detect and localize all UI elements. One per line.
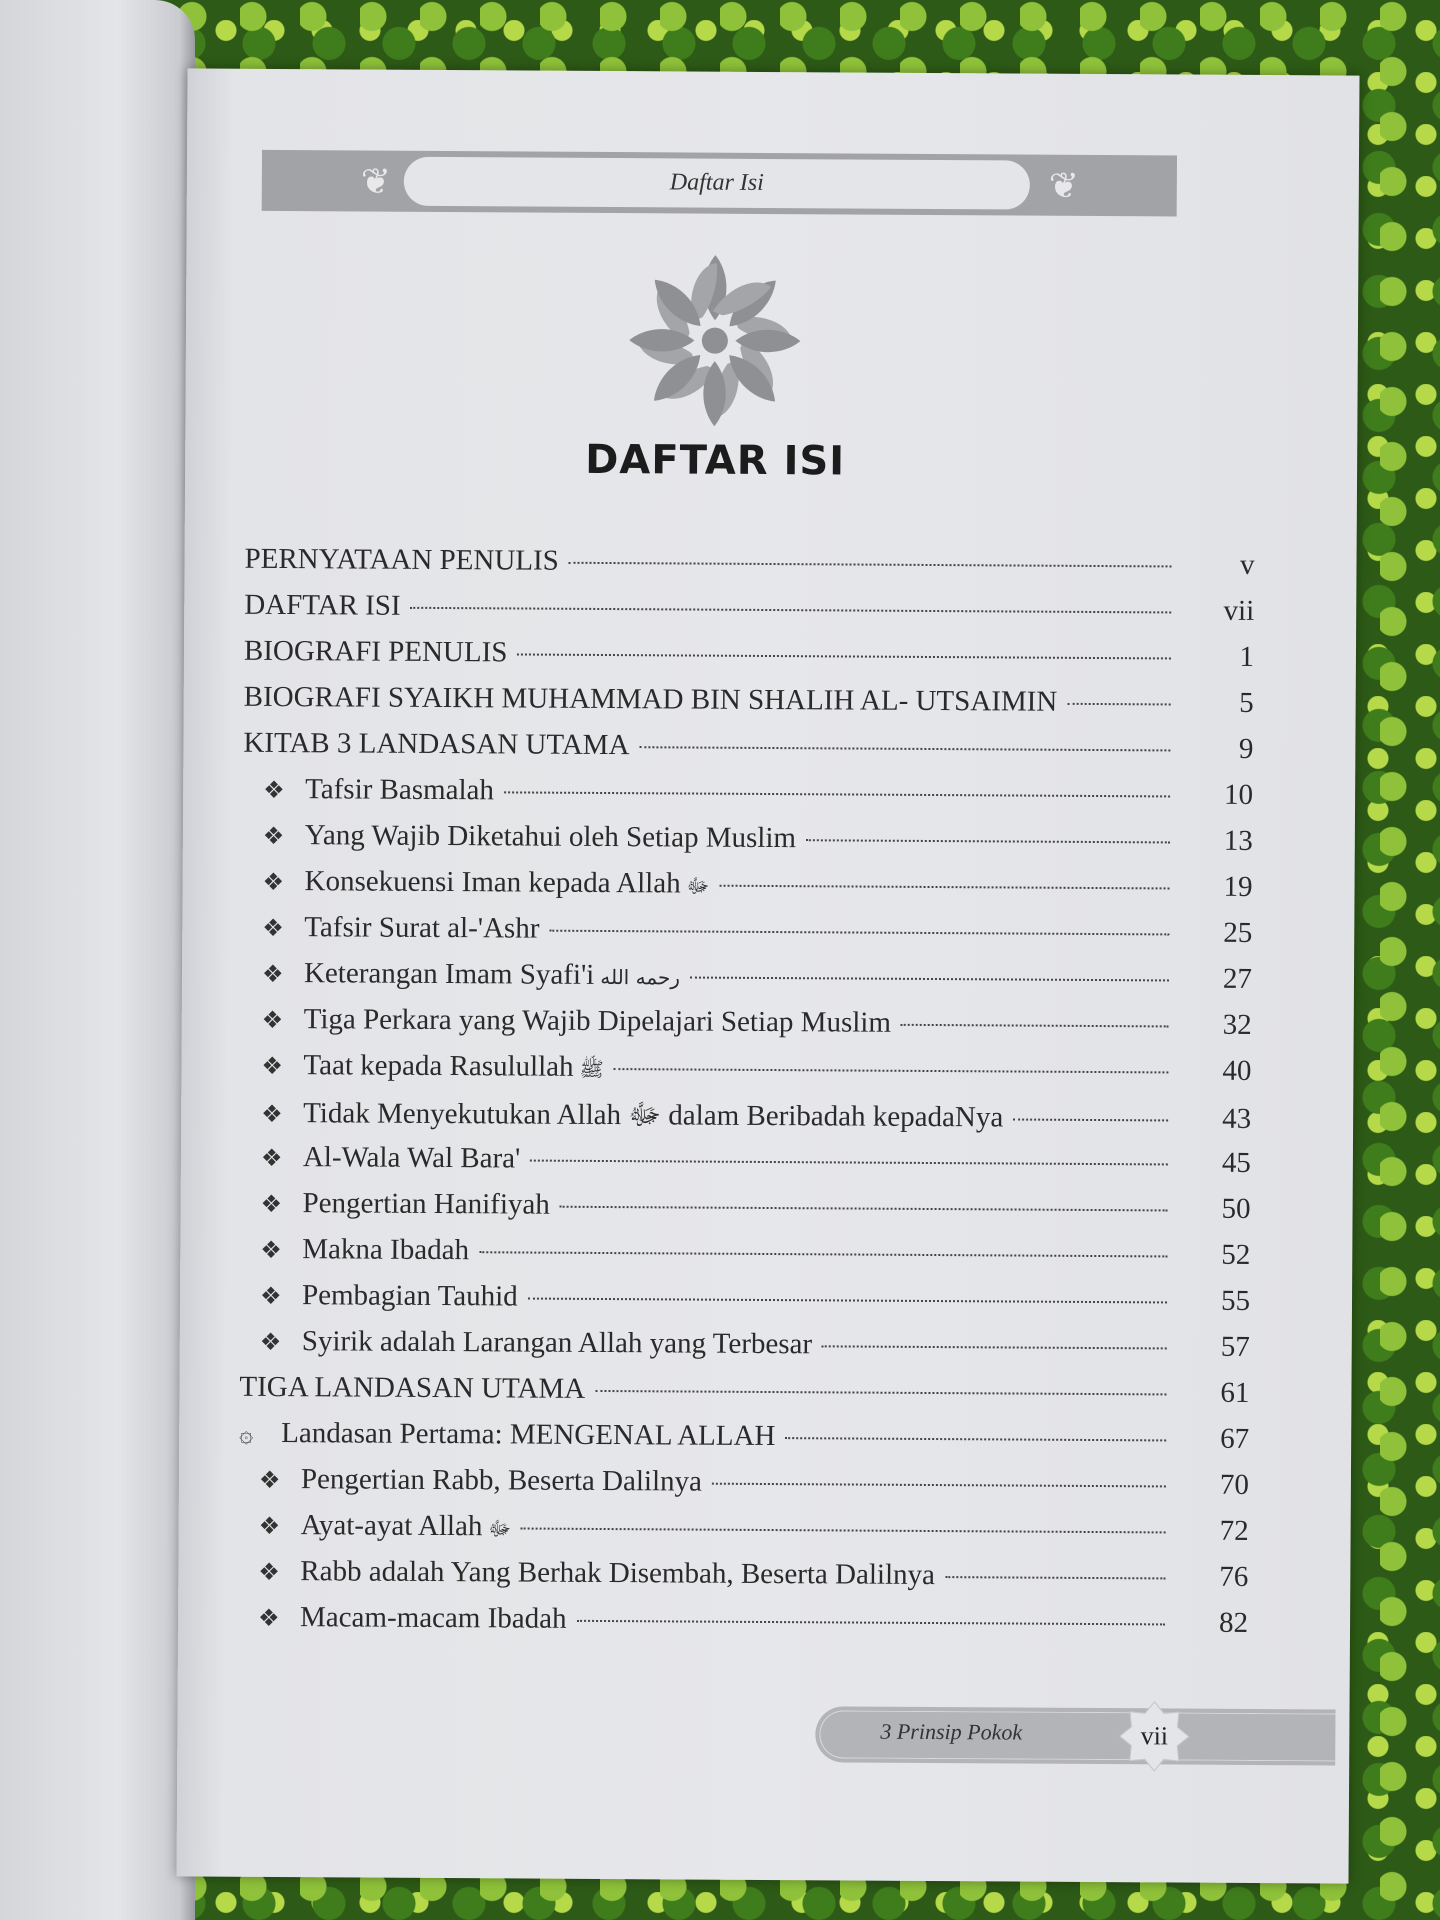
toc-entry-title: Ayat-ayat Allah: [300, 1509, 483, 1543]
diamond-bullet-icon: ❖: [263, 775, 285, 805]
book-page: [176, 68, 1359, 1883]
toc-entry-page: 5: [1239, 686, 1254, 719]
toc-entry-page: v: [1239, 548, 1255, 581]
toc-entry-title: Konsekuensi Iman kepada Allah: [304, 865, 681, 900]
toc-entry: [243, 727, 1253, 779]
dot-leader: [560, 1206, 1168, 1212]
toc-entry-title: Keterangan Imam Syafi'i: [303, 957, 595, 991]
toc-entry-title: Pengertian Hanifiyah: [302, 1187, 550, 1221]
diamond-bullet-icon: ❖: [257, 1603, 280, 1633]
diamond-bullet-icon: ❖: [259, 1327, 282, 1357]
toc-entry: [242, 957, 1252, 1009]
toc-entry-title: TIGA LANDASAN UTAMA: [239, 1370, 586, 1405]
toc-entry: [242, 911, 1252, 963]
dot-leader: [785, 1437, 1166, 1441]
toc-entry: [240, 1325, 1250, 1377]
diamond-bullet-icon: ❖: [258, 1511, 281, 1541]
toc-entry: [241, 1049, 1251, 1101]
dot-leader: [569, 562, 1172, 568]
toc-entry: [239, 1417, 1249, 1469]
toc-entry-page: 9: [1238, 732, 1254, 765]
star-bullet-icon: ۞: [239, 1419, 254, 1448]
toc-entry: [244, 543, 1254, 595]
toc-entry-title: Rabb adalah Yang Berhak Disembah, Beserta Dalilnya: [300, 1555, 936, 1592]
toc-entry-page: 32: [1222, 1008, 1252, 1041]
toc-entry-title: Syirik adalah Larangan Allah yang Terbesar: [301, 1325, 813, 1361]
diamond-bullet-icon: ❖: [261, 1099, 283, 1129]
toc-entry-page: 61: [1220, 1376, 1250, 1409]
dot-leader: [719, 885, 1169, 890]
toc-entry-page: 10: [1224, 778, 1254, 811]
toc-entry-page: 57: [1220, 1330, 1250, 1363]
dot-leader: [945, 1576, 1165, 1579]
diamond-bullet-icon: ❖: [258, 1557, 280, 1587]
toc-entry-page: 40: [1222, 1054, 1252, 1087]
toc-entry-title: Tafsir Surat al-'Ashr: [304, 911, 540, 945]
page-number: vii: [1140, 1721, 1169, 1751]
toc-entry: [238, 1555, 1248, 1607]
toc-entry: [242, 865, 1252, 917]
toc-entry: [239, 1463, 1249, 1515]
toc-entry-title: Pembagian Tauhid: [301, 1279, 518, 1313]
dot-leader: [595, 1390, 1166, 1395]
toc-entry-page: 27: [1222, 962, 1253, 995]
toc-entry-page: 55: [1220, 1284, 1251, 1317]
dot-leader: [577, 1620, 1166, 1626]
dot-leader: [549, 930, 1169, 936]
toc-entry-title: Makna Ibadah: [302, 1233, 470, 1267]
page-heading: DAFTAR ISI: [585, 436, 846, 485]
honorific-glyph: ﷺ: [579, 1056, 604, 1081]
toc-entry-title: Macam-macam Ibadah: [299, 1601, 567, 1635]
dot-leader: [639, 746, 1170, 751]
toc-entry-page: 13: [1223, 824, 1253, 857]
toc-entry-title: BIOGRAFI PENULIS: [243, 634, 508, 669]
toc-entry: [241, 1095, 1251, 1147]
toc-entry: [238, 1509, 1248, 1561]
toc-entry-page: 25: [1223, 916, 1253, 949]
diamond-bullet-icon: ❖: [262, 867, 285, 897]
toc-entry: [244, 681, 1254, 733]
toc-entry-page: 67: [1220, 1422, 1250, 1455]
toc-entry-page: 82: [1218, 1606, 1249, 1639]
left-page: [0, 0, 195, 1920]
toc-entry-title: Taat kepada Rasulullah: [303, 1049, 574, 1083]
toc-entry: [240, 1279, 1250, 1331]
toc-entry-title: KITAB 3 LANDASAN UTAMA: [243, 726, 630, 762]
toc-entry: [243, 773, 1253, 825]
dot-leader: [712, 1483, 1166, 1488]
toc-entry: [244, 589, 1254, 641]
toc-entry: [238, 1601, 1248, 1653]
toc-entry-page: 19: [1223, 870, 1253, 903]
diamond-bullet-icon: ❖: [261, 959, 284, 989]
toc-entry-page: 70: [1219, 1468, 1249, 1501]
toc-entry-title: Al-Wala Wal Bara': [302, 1141, 521, 1175]
toc-entry-page: vii: [1223, 594, 1255, 627]
table-of-contents: [238, 543, 1255, 1653]
honorific-glyph: رحمه الله: [600, 964, 681, 990]
dot-leader: [822, 1345, 1167, 1349]
footer-book-title: 3 Prinsip Pokok: [880, 1718, 1023, 1745]
dot-leader: [690, 977, 1169, 982]
toc-entry-title: Tiga Perkara yang Wajib Dipelajari Setiap Muslim: [303, 1003, 892, 1039]
toc-entry-title: PERNYATAAN PENULIS: [244, 542, 559, 577]
dot-leader: [1067, 703, 1170, 706]
running-footer: [815, 1706, 1335, 1765]
toc-entry: [243, 819, 1253, 871]
dot-leader: [411, 607, 1172, 614]
running-header: [262, 150, 1177, 217]
toc-entry-title: Yang Wajib Diketahui oleh Setiap Muslim: [304, 819, 797, 855]
toc-entry-title: Pengertian Rabb, Beserta Dalilnya: [300, 1463, 703, 1498]
diamond-bullet-icon: ❖: [262, 821, 285, 851]
toc-entry: [244, 635, 1254, 687]
toc-entry-title: Landasan Pertama: MENGENAL ALLAH: [281, 1417, 776, 1453]
toc-entry-title: Tidak Menyekutukan Allah ﷻ dalam Beribadah kepadaNya: [303, 1097, 1004, 1134]
diamond-bullet-icon: ❖: [261, 1051, 284, 1081]
honorific-glyph: ﷻ: [686, 873, 710, 898]
dot-leader: [479, 1251, 1167, 1257]
diamond-bullet-icon: ❖: [260, 1235, 282, 1265]
toc-entry: [239, 1371, 1249, 1423]
header-pill: [404, 157, 1030, 210]
dot-leader: [517, 653, 1171, 659]
toc-entry-page: 43: [1222, 1102, 1252, 1135]
arabesque-ornament-icon: ❦: [1048, 165, 1080, 206]
arabesque-ornament-icon: ❦: [360, 161, 392, 202]
dot-leader: [806, 839, 1170, 843]
toc-entry: [242, 1003, 1252, 1055]
diamond-bullet-icon: ❖: [259, 1281, 282, 1311]
flower-ornament-icon: [621, 247, 808, 434]
toc-entry: [240, 1233, 1250, 1285]
toc-entry: [240, 1187, 1250, 1239]
dot-leader: [504, 791, 1170, 797]
toc-entry-page: 72: [1219, 1514, 1249, 1547]
toc-entry-page: 1: [1239, 640, 1255, 673]
dot-leader: [528, 1298, 1167, 1304]
toc-entry-page: 76: [1219, 1560, 1249, 1593]
running-title: Daftar Isi: [669, 169, 764, 196]
diamond-bullet-icon: ❖: [262, 913, 284, 943]
toc-entry-title: Tafsir Basmalah: [305, 773, 495, 807]
diamond-bullet-icon: ❖: [261, 1005, 284, 1035]
diamond-bullet-icon: ❖: [260, 1143, 283, 1173]
dot-leader: [521, 1528, 1166, 1534]
honorific-glyph: ﷻ: [488, 1516, 512, 1541]
toc-entry-title: DAFTAR ISI: [244, 588, 401, 622]
dot-leader: [614, 1068, 1169, 1073]
toc-entry-page: 45: [1221, 1146, 1251, 1179]
toc-entry-page: 50: [1221, 1192, 1251, 1225]
dot-leader: [530, 1160, 1168, 1166]
dot-leader: [901, 1024, 1169, 1028]
dot-leader: [1013, 1119, 1168, 1122]
toc-entry: [241, 1141, 1251, 1193]
toc-entry-title: BIOGRAFI SYAIKH MUHAMMAD BIN SHALIH AL- UTSAIMIN: [243, 680, 1058, 718]
toc-entry-page: 52: [1221, 1238, 1251, 1271]
diamond-bullet-icon: ❖: [260, 1189, 283, 1219]
diamond-bullet-icon: ❖: [258, 1465, 281, 1495]
